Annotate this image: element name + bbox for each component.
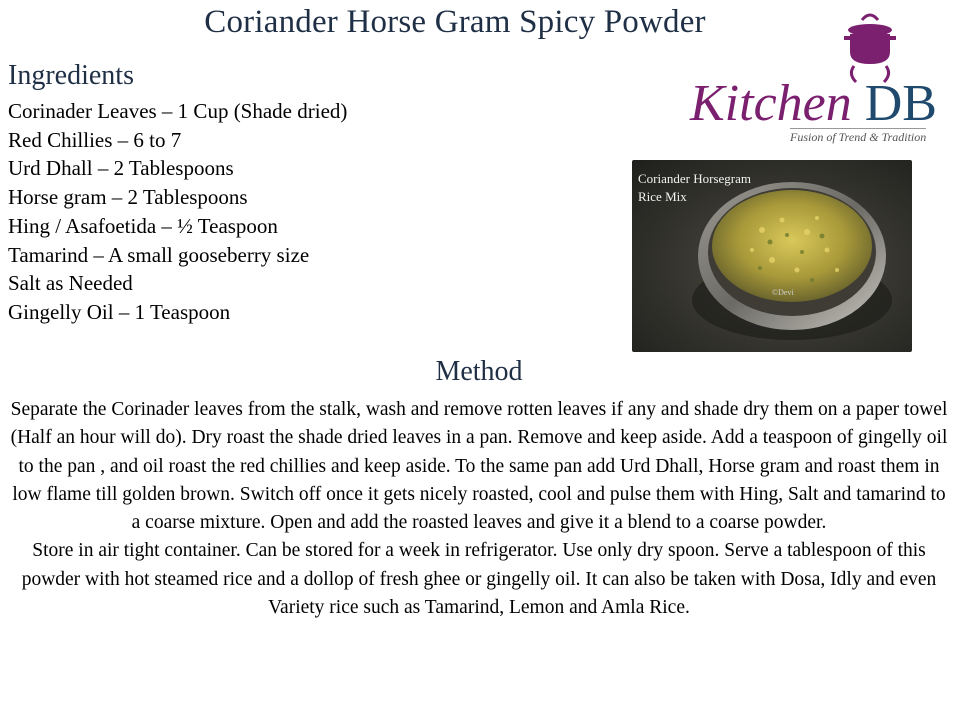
kitchen-db-logo [690, 8, 945, 150]
ingredients-list [8, 97, 347, 327]
photo-watermark: ©Devi [772, 288, 794, 297]
method-text [8, 396, 950, 622]
dish-photo [632, 160, 912, 352]
ingredient-item: Corinader Leaves – 1 Cup (Shade dried) [8, 99, 348, 123]
ingredient-item: Hing / Asafoetida – ½ Teaspoon [8, 213, 278, 238]
ingredient-item: Gingelly Oil – 1 Teaspoon [8, 299, 231, 324]
photo-caption [638, 170, 751, 206]
logo-db-text: DB [864, 75, 937, 132]
page-title: Coriander Horse Gram Spicy Powder [204, 4, 706, 40]
ingredient-item: Horse gram – 2 Tablespoons [8, 185, 248, 210]
ingredient-item: Urd Dhall – 2 Tablespoons [8, 156, 234, 181]
ingredients-heading: Ingredients [8, 60, 134, 91]
method-heading: Method [435, 356, 523, 387]
ingredient-item: Red Chillies – 6 to 7 [8, 127, 182, 152]
method-paragraph: Store in air tight container. Can be stored for a week in refrigerator. Use only dry spoon. Serve a tablespoon of this powder with hot steamed rice and a dollop of fresh ghee or gingelly oil. It can also be taken with Dosa, Idly and even Variety rice such as Tamarind, Lemon and Amla Rice. [21, 540, 937, 619]
ingredient-item: Tamarind – A small gooseberry size [8, 242, 310, 267]
ingredient-item: Salt as Needed [8, 271, 133, 296]
logo-tagline: Fusion of Trend & Tradition [790, 130, 927, 144]
logo-script-text: Kitchen [690, 75, 852, 132]
logo-wordmark [690, 74, 937, 133]
photo-caption-line2: Rice Mix [638, 189, 687, 204]
method-paragraph: Separate the Corinader leaves from the stalk, wash and remove rotten leaves if any and shade dry them on a paper towel (Half an hour will do). Dry roast the shade dried leaves in a pan. Remove and keep aside. Add a teaspoon of gingelly oil to the pan , and oil roast the red chillies and keep aside. To the same pan add Urd Dhall, Horse gram and roast them in low flame till golden brown. Switch off once it gets nicely roasted, cool and pulse them with Hing, Salt and tamarind to a coarse mixture. Open and add the roasted leaves and give it a blend to a coarse powder. [10, 399, 948, 534]
photo-caption-line1: Coriander Horsegram [638, 171, 751, 186]
